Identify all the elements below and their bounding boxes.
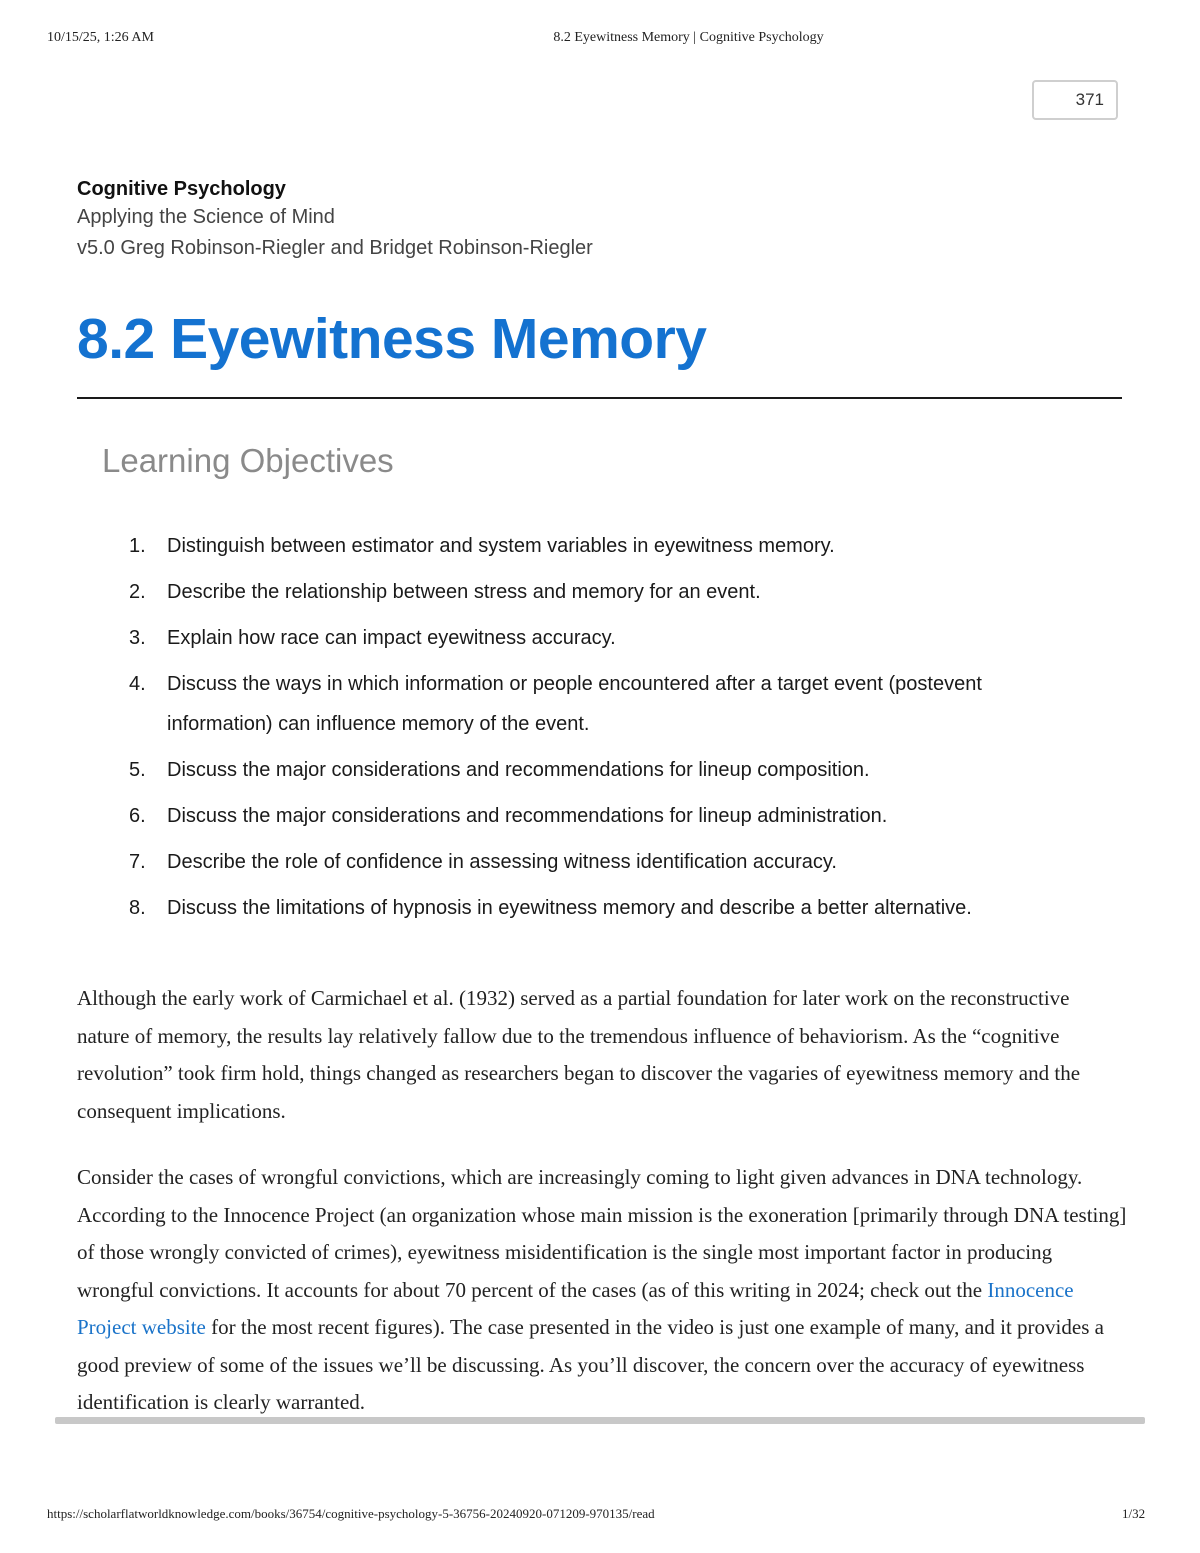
objective-item [120,796,1080,836]
objective-text: Distinguish between estimator and system variables in eyewitness memory. [167,535,835,557]
paragraph-text: for the most recent figures). The case presented in the video is just one example of many, and it provides a good preview of some of the issues we’ll be discussing. As you’ll discover, the concern over the accuracy of eyewitness identification is clearly warranted. [77,1315,1104,1414]
objective-item [120,750,1080,790]
objective-text: Discuss the major considerations and recommendations for lineup administration. [167,805,888,827]
paragraph-text: Consider the cases of wrongful convictions, which are increasingly coming to light given advances in DNA technology. According to the Innocence Project (an organization whose main mission is the exoneration [primarily through DNA testing] of those wrongly convicted of crimes), eyewitness misidentification is the single most important factor in producing wrongful convictions. It accounts for about 70 percent of the cases (as of this writing in 2024; check out the [77,1165,1127,1302]
objective-text: Describe the relationship between stress and memory for an event. [167,581,761,603]
innocence-project-link[interactable]: Innocence Project website [77,1277,1074,1339]
objective-item [120,572,1080,612]
body-paragraph-1: Although the early work of Carmichael et al. (1932) served as a partial foundation for later work on the reconstructive nature of memory, the results lay relatively fallow due to the tremendous influence of behaviorism. As the “cognitive revolution” took firm hold, things changed as researchers began to discover the vagaries of eyewitness memory and the consequent implications. [77,986,1081,1123]
objective-number: 5. [129,759,146,781]
objective-text: Discuss the major considerations and recommendations for lineup composition. [167,759,870,781]
objective-number: 1. [129,535,146,557]
objective-number: 7. [129,851,146,873]
objective-text: Explain how race can impact eyewitness accuracy. [167,627,616,649]
objective-item [120,888,1080,928]
objective-number: 4. [129,673,146,695]
book-subtitle: Applying the Science of Mind [77,206,335,228]
horizontal-scrollbar[interactable] [55,1417,1145,1424]
print-url: https://scholarflatworldknowledge.com/books/36754/cognitive-psychology-5-36756-20240920-071209-970135/read [47,1506,655,1521]
print-document-title: 8.2 Eyewitness Memory | Cognitive Psychology [553,30,824,45]
book-info [77,176,593,264]
book-title: Cognitive Psychology [77,178,286,200]
objective-text: Discuss the ways in which information or people encountered after a target event (postevent information) can influence memory of the event. [167,673,982,735]
objective-item [120,842,1080,882]
objective-text: Describe the role of confidence in assessing witness identification accuracy. [167,851,837,873]
page-number-field[interactable]: 371 [1032,80,1118,120]
book-edition-authors: v5.0 Greg Robinson-Riegler and Bridget Robinson-Riegler [77,237,593,259]
objective-number: 6. [129,805,146,827]
objective-item [120,618,1080,658]
learning-objectives-title: Learning Objectives [102,442,394,479]
objective-number: 8. [129,897,146,919]
print-page-count: 1/32 [1122,1506,1146,1521]
objective-text: Discuss the limitations of hypnosis in eyewitness memory and describe a better alternative. [167,897,972,919]
print-header [0,30,1200,50]
objective-number: 3. [129,627,146,649]
learning-objectives-list [120,526,1080,934]
heading-divider [77,397,1122,399]
objective-item [120,664,1027,744]
objective-number: 2. [129,581,146,603]
objective-item [120,526,1080,566]
print-date: 10/15/25, 1:26 AM [47,30,154,45]
section-heading: 8.2 Eyewitness Memory [77,307,707,371]
body-paragraph-2 [77,1159,1127,1422]
